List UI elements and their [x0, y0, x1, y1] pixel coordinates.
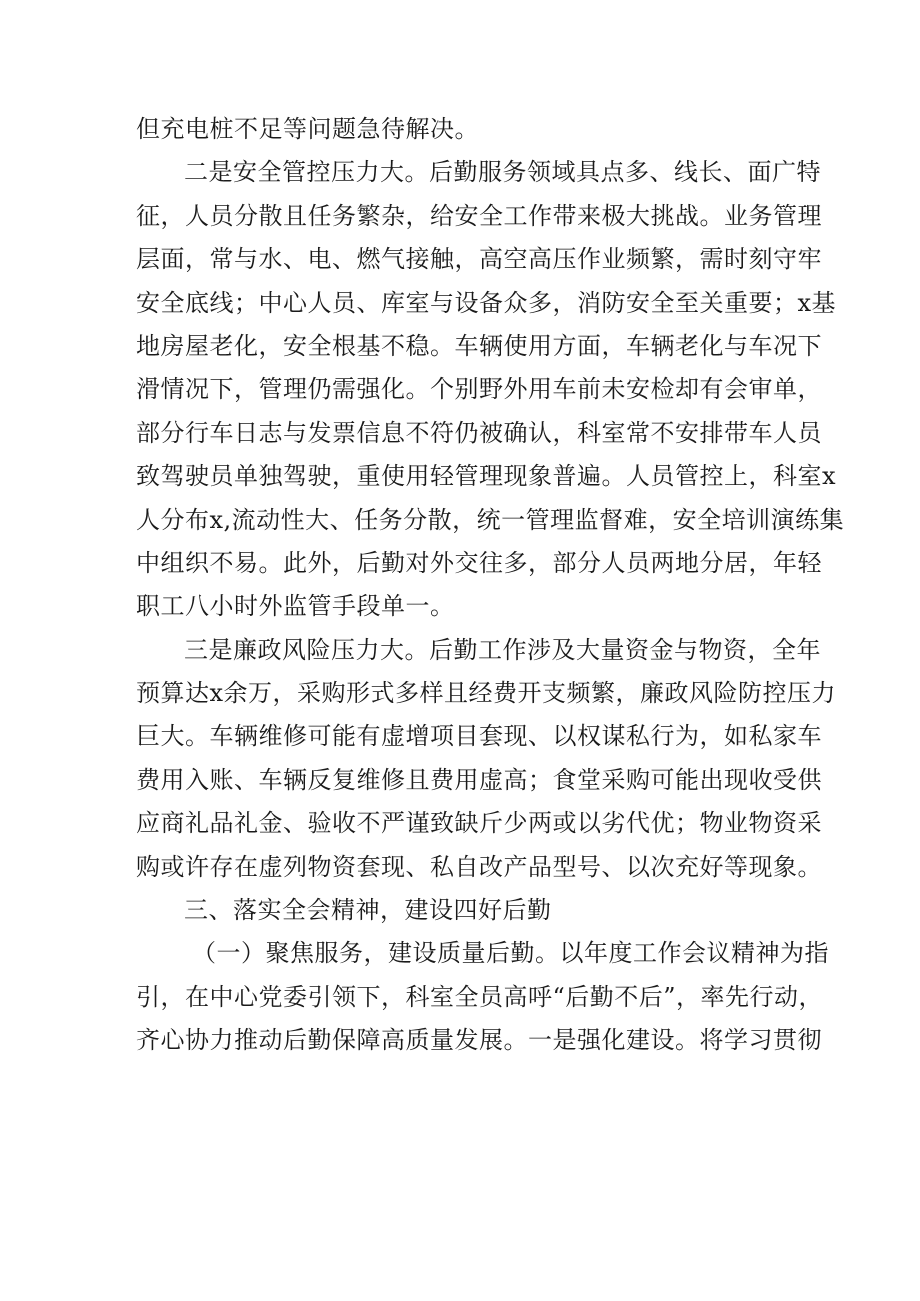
text-line: 职工八小时外监管手段单一。 — [136, 592, 455, 621]
text-line: 但充电桩不足等问题急待解决。 — [136, 115, 479, 143]
paragraph-safety-start: 二是安全管控压力大。后勤服务领域具点多、线长、面广特 — [184, 158, 821, 187]
document-body — [136, 108, 845, 1063]
text-line: 层面，常与水、电、燃气接触，高空高压作业频繁，需时刻守牢 — [136, 245, 822, 274]
text-line: 巨大。车辆维修可能有虚增项目套现、以权谋私行为，如私家车 — [136, 722, 822, 751]
text-line: 购或许存在虚列物资套现、私自改产品型号、以次充好等现象。 — [136, 852, 822, 881]
text-line: 安全底线；中心人员、库室与设备众多，消防安全至关重要；x基 — [136, 288, 837, 317]
text-line: 地房屋老化，安全根基不稳。车辆使用方面，车辆老化与车况下 — [136, 331, 822, 360]
paragraph-integrity-start: 三是廉政风险压力大。后勤工作涉及大量资金与物资，全年 — [184, 635, 821, 664]
text-line: 征，人员分散且任务繁杂，给安全工作带来极大挑战。业务管理 — [136, 201, 822, 230]
text-line: 致驾驶员单独驾驶，重使用轻管理现象普遍。人员管控上，科室x — [136, 462, 837, 491]
text-line: 费用入账、车辆反复维修且费用虚高；食堂采购可能出现收受供 — [136, 765, 822, 794]
text-line: 部分行车日志与发票信息不符仍被确认，科室常不安排带车人员 — [136, 418, 822, 447]
text-line: 滑情况下，管理仍需强化。个别野外用车前未安检却有会审单， — [136, 375, 822, 404]
text-line: 齐心协力推动后勤保障高质量发展。一是强化建设。将学习贯彻 — [136, 1026, 822, 1055]
text-line: 预算达x余万，采购形式多样且经费开支频繁，廉政风险防控压力 — [136, 679, 837, 708]
text-line: 人分布x,流动性大、任务分散，统一管理监督难，安全培训演练集 — [136, 505, 845, 534]
subsection-heading: （一）聚焦服务，建设质量后勤。以年度工作会议精神为指 — [192, 939, 829, 968]
section-heading: 三、落实全会精神，建设四好后勤 — [184, 896, 552, 925]
text-line: 引，在中心党委引领下，科室全员高呼“后勤不后”，率先行动， — [136, 982, 824, 1011]
text-line: 应商礼品礼金、验收不严谨致缺斤少两或以劣代优；物业物资采 — [136, 809, 822, 838]
text-line: 中组织不易。此外，后勤对外交往多，部分人员两地分居，年轻 — [136, 548, 822, 577]
